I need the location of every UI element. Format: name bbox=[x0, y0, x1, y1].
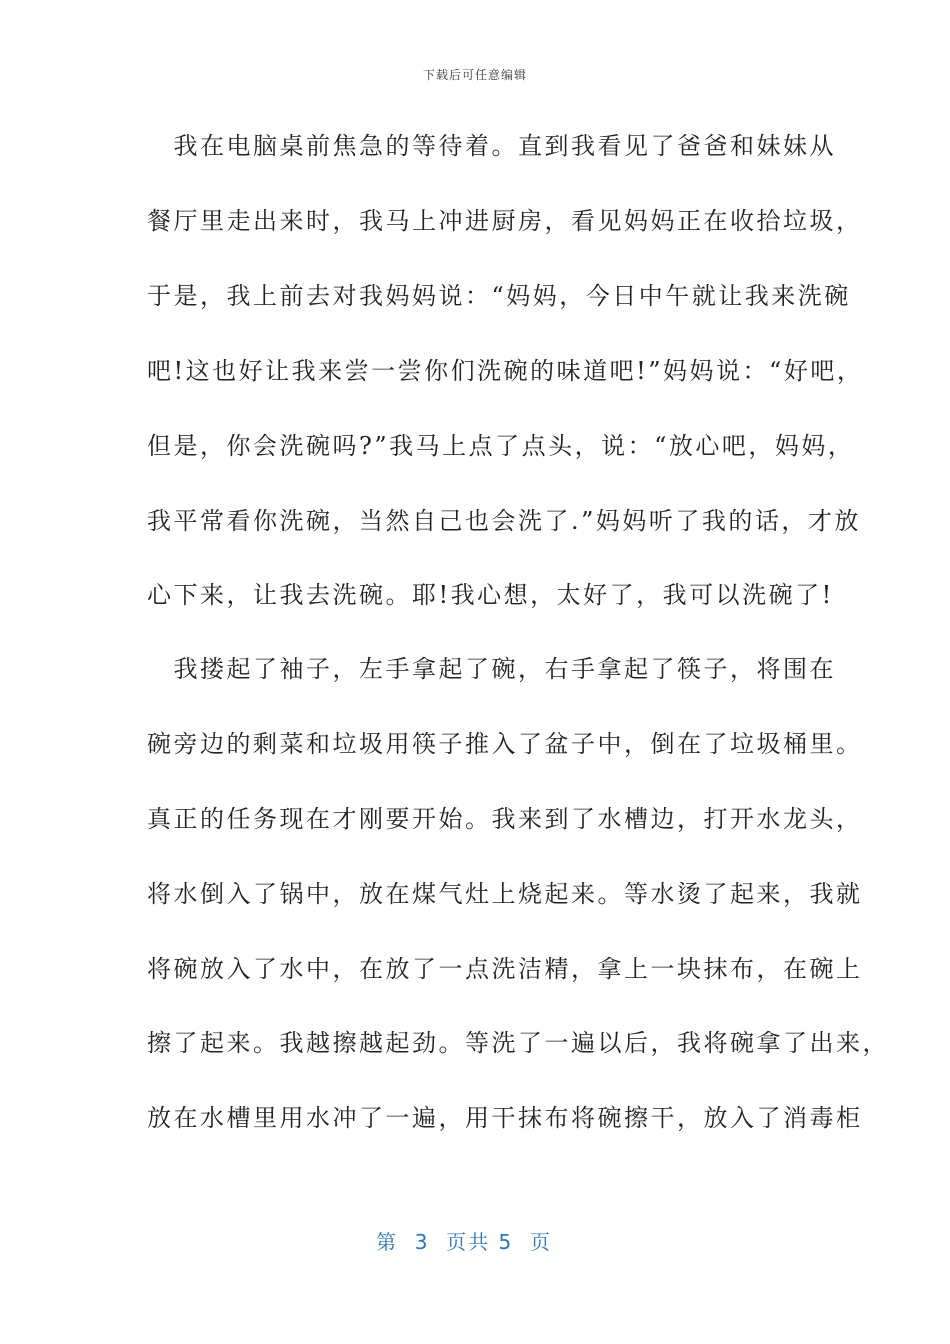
text-line-10: 真正的任务现在才刚要开始。我来到了水槽边，打开水龙头， bbox=[147, 805, 863, 833]
page-header: 下载后可任意编辑 bbox=[422, 68, 527, 82]
text-line-1: 我在电脑桌前焦急的等待着。直到我看见了爸爸和妹妹从 bbox=[147, 132, 836, 160]
text-line-2: 餐厅里走出来时，我马上冲进厨房，看见妈妈正在收拾垃圾， bbox=[147, 207, 863, 235]
text-line-13: 擦了起来。我越擦越起劲。等洗了一遍以后，我将碗拿了出来， bbox=[147, 1029, 889, 1057]
text-line-11: 将水倒入了锅中，放在煤气灶上烧起来。等水烫了起来，我就 bbox=[147, 880, 863, 908]
text-line-6: 我平常看你洗碗，当然自己也会洗了.”妈妈听了我的话，才放 bbox=[147, 507, 861, 535]
text-line-8: 我搂起了袖子，左手拿起了碗，右手拿起了筷子，将围在 bbox=[147, 655, 836, 683]
text-line-14: 放在水槽里用水冲了一遍，用干抹布将碗擦干，放入了消毒柜 bbox=[147, 1104, 863, 1132]
text-line-7: 心下来，让我去洗碗。耶!我心想，太好了，我可以洗碗了! bbox=[147, 581, 834, 609]
page-number: 第 3 页共 5 页 bbox=[376, 1230, 552, 1254]
text-line-12: 将碗放入了水中，在放了一点洗洁精，拿上一块抹布，在碗上 bbox=[147, 955, 863, 983]
text-line-3: 于是，我上前去对我妈妈说：“妈妈，今日中午就让我来洗碗 bbox=[147, 282, 851, 310]
text-line-4: 吧!这也好让我来尝一尝你们洗碗的味道吧!”妈妈说：“好吧， bbox=[147, 357, 864, 385]
text-line-9: 碗旁边的剩菜和垃圾用筷子推入了盆子中，倒在了垃圾桶里。 bbox=[147, 730, 863, 758]
text-line-5: 但是，你会洗碗吗?”我马上点了点头，说：“放心吧，妈妈， bbox=[147, 432, 855, 460]
